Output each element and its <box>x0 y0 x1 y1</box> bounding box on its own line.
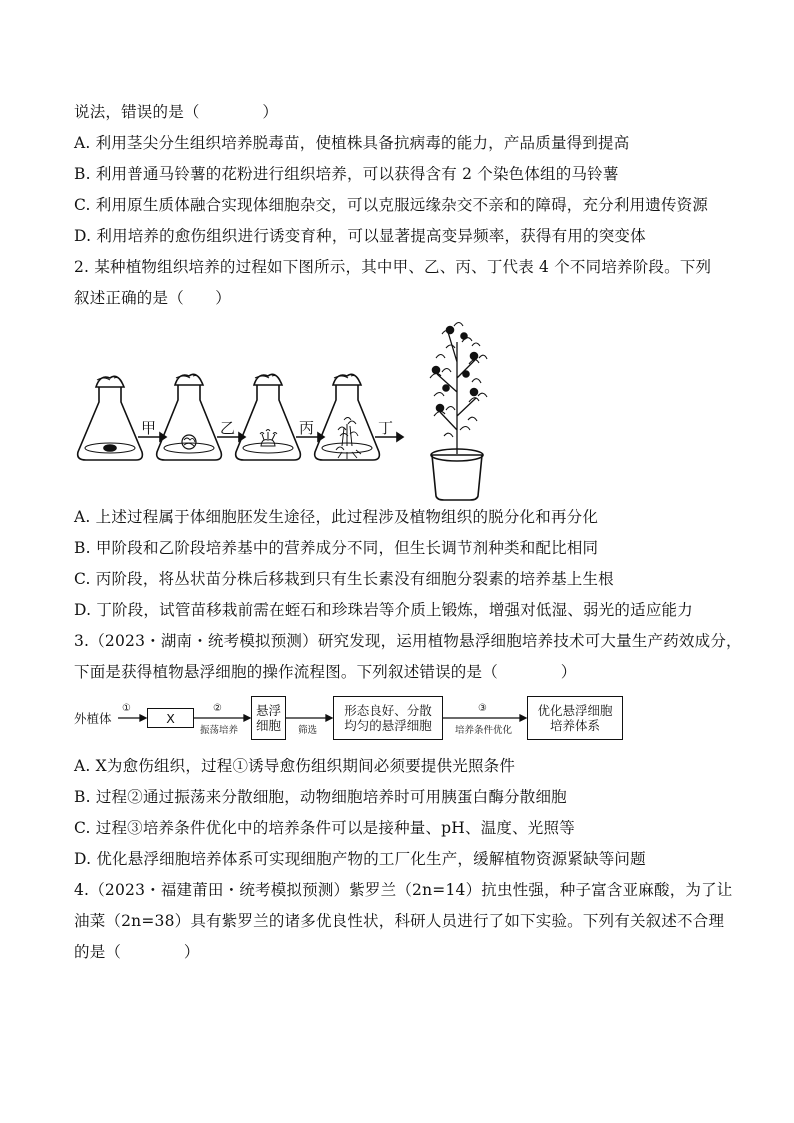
stage-label-yi: 乙 <box>220 419 236 437</box>
tissue-culture-illustration <box>74 312 504 502</box>
q1-option-c: C. 利用原生质体融合实现体细胞杂交，可以克服远缘杂交不亲和的障碍，充分利用遗传资源 <box>74 196 709 214</box>
flask-1 <box>78 376 143 460</box>
q2-option-b: B. 甲阶段和乙阶段培养基中的营养成分不同，但生长调节剂种类和配比相同 <box>74 539 599 557</box>
q3-stem-line1: 3.（2023・湖南・统考模拟预测）研究发现，运用植物悬浮细胞培养技术可大量生产药效成分， <box>74 632 742 650</box>
flow-step2-number: ② <box>213 703 222 714</box>
q2-option-a: A. 上述过程属于体细胞胚发生途径，此过程涉及植物组织的脱分化和再分化 <box>74 508 599 526</box>
q1-stem-tail: 说法，错误的是（ ） <box>74 103 279 121</box>
q3-option-c: C. 过程③培养条件优化中的培养条件可以是接种量、pH、温度、光照等 <box>74 819 575 837</box>
flow-step3-label: 培养条件优化 <box>455 725 513 736</box>
q3-stem-line2: 下面是获得植物悬浮细胞的操作流程图。下列叙述错误的是（ ） <box>74 663 577 681</box>
q1-option-b: B. 利用普通马铃薯的花粉进行组织培养，可以获得含有 2 个染色体组的马铃薯 <box>74 165 619 183</box>
flow-box-suspension-line2: 细胞 <box>255 718 281 733</box>
stage-label-bing: 丙 <box>299 419 315 437</box>
flow-box-good-line2: 均匀的悬浮细胞 <box>344 718 432 733</box>
potted-plant <box>430 323 487 501</box>
q3-option-b: B. 过程②通过振荡来分散细胞，动物细胞培养时可用胰蛋白酶分散细胞 <box>74 788 567 806</box>
q2-stem-line2: 叙述正确的是（ ） <box>74 289 232 307</box>
flow-box-suspension-cells <box>251 696 286 740</box>
flow-box-optimized-system <box>527 696 623 740</box>
q4-stem-line3: 的是（ ） <box>74 943 200 961</box>
flask-2 <box>157 374 222 460</box>
flow-start-explant: 外植体 <box>74 711 112 726</box>
q1-option-a: A. 利用茎尖分生组织培养脱毒苗，使植株具备抗病毒的能力，产品质量得到提高 <box>74 134 630 152</box>
q2-stem-line1: 2. 某种植物组织培养的过程如下图所示，其中甲、乙、丙、丁代表 4 个不同培养阶段。下列 <box>74 258 712 276</box>
stage-label-jia: 甲 <box>141 419 157 437</box>
flow-screen-label: 筛选 <box>298 725 318 736</box>
flow-box-good-line1: 形态良好、分散 <box>344 703 432 718</box>
flask-4 <box>315 374 380 460</box>
q2-option-d: D. 丁阶段，试管苗移栽前需在蛭石和珍珠岩等介质上锻炼，增强对低湿、弱光的适应能力 <box>74 601 693 619</box>
suspension-flowchart <box>74 693 634 745</box>
stage-label-ding: 丁 <box>378 419 394 437</box>
flow-box-good-cells <box>333 696 443 740</box>
flow-box-suspension-line1: 悬浮 <box>255 703 281 718</box>
flow-step3-number: ③ <box>478 703 487 714</box>
flow-box-final-line1: 优化悬浮细胞 <box>537 703 613 718</box>
q4-stem-line2: 油菜（2n=38）具有紫罗兰的诸多优良性状，科研人员进行了如下实验。下列有关叙述不合理 <box>74 912 725 930</box>
tissue-culture-figure <box>74 312 504 502</box>
q1-option-d: D. 利用培养的愈伤组织进行诱变育种，可以显著提高变异频率，获得有用的突变体 <box>74 227 646 245</box>
flow-box-final-line2: 培养体系 <box>549 718 600 733</box>
q3-option-d: D. 优化悬浮细胞培养体系可实现细胞产物的工厂化生产，缓解植物资源紧缺等问题 <box>74 850 646 868</box>
flow-box-x: X <box>147 708 194 728</box>
flow-step2-label: 振荡培养 <box>200 725 239 736</box>
q2-option-c: C. 丙阶段，将丛状苗分株后移栽到只有生长素没有细胞分裂素的培养基上生根 <box>74 570 614 588</box>
flask-3 <box>236 374 301 460</box>
q4-stem-line1: 4.（2023・福建莆田・统考模拟预测）紫罗兰（2n=14）抗虫性强，种子富含亚麻酸，为了让 <box>74 881 733 899</box>
flow-step1-number: ① <box>122 703 131 714</box>
q3-option-a: A. X为愈伤组织，过程①诱导愈伤组织期间必须要提供光照条件 <box>74 757 516 775</box>
